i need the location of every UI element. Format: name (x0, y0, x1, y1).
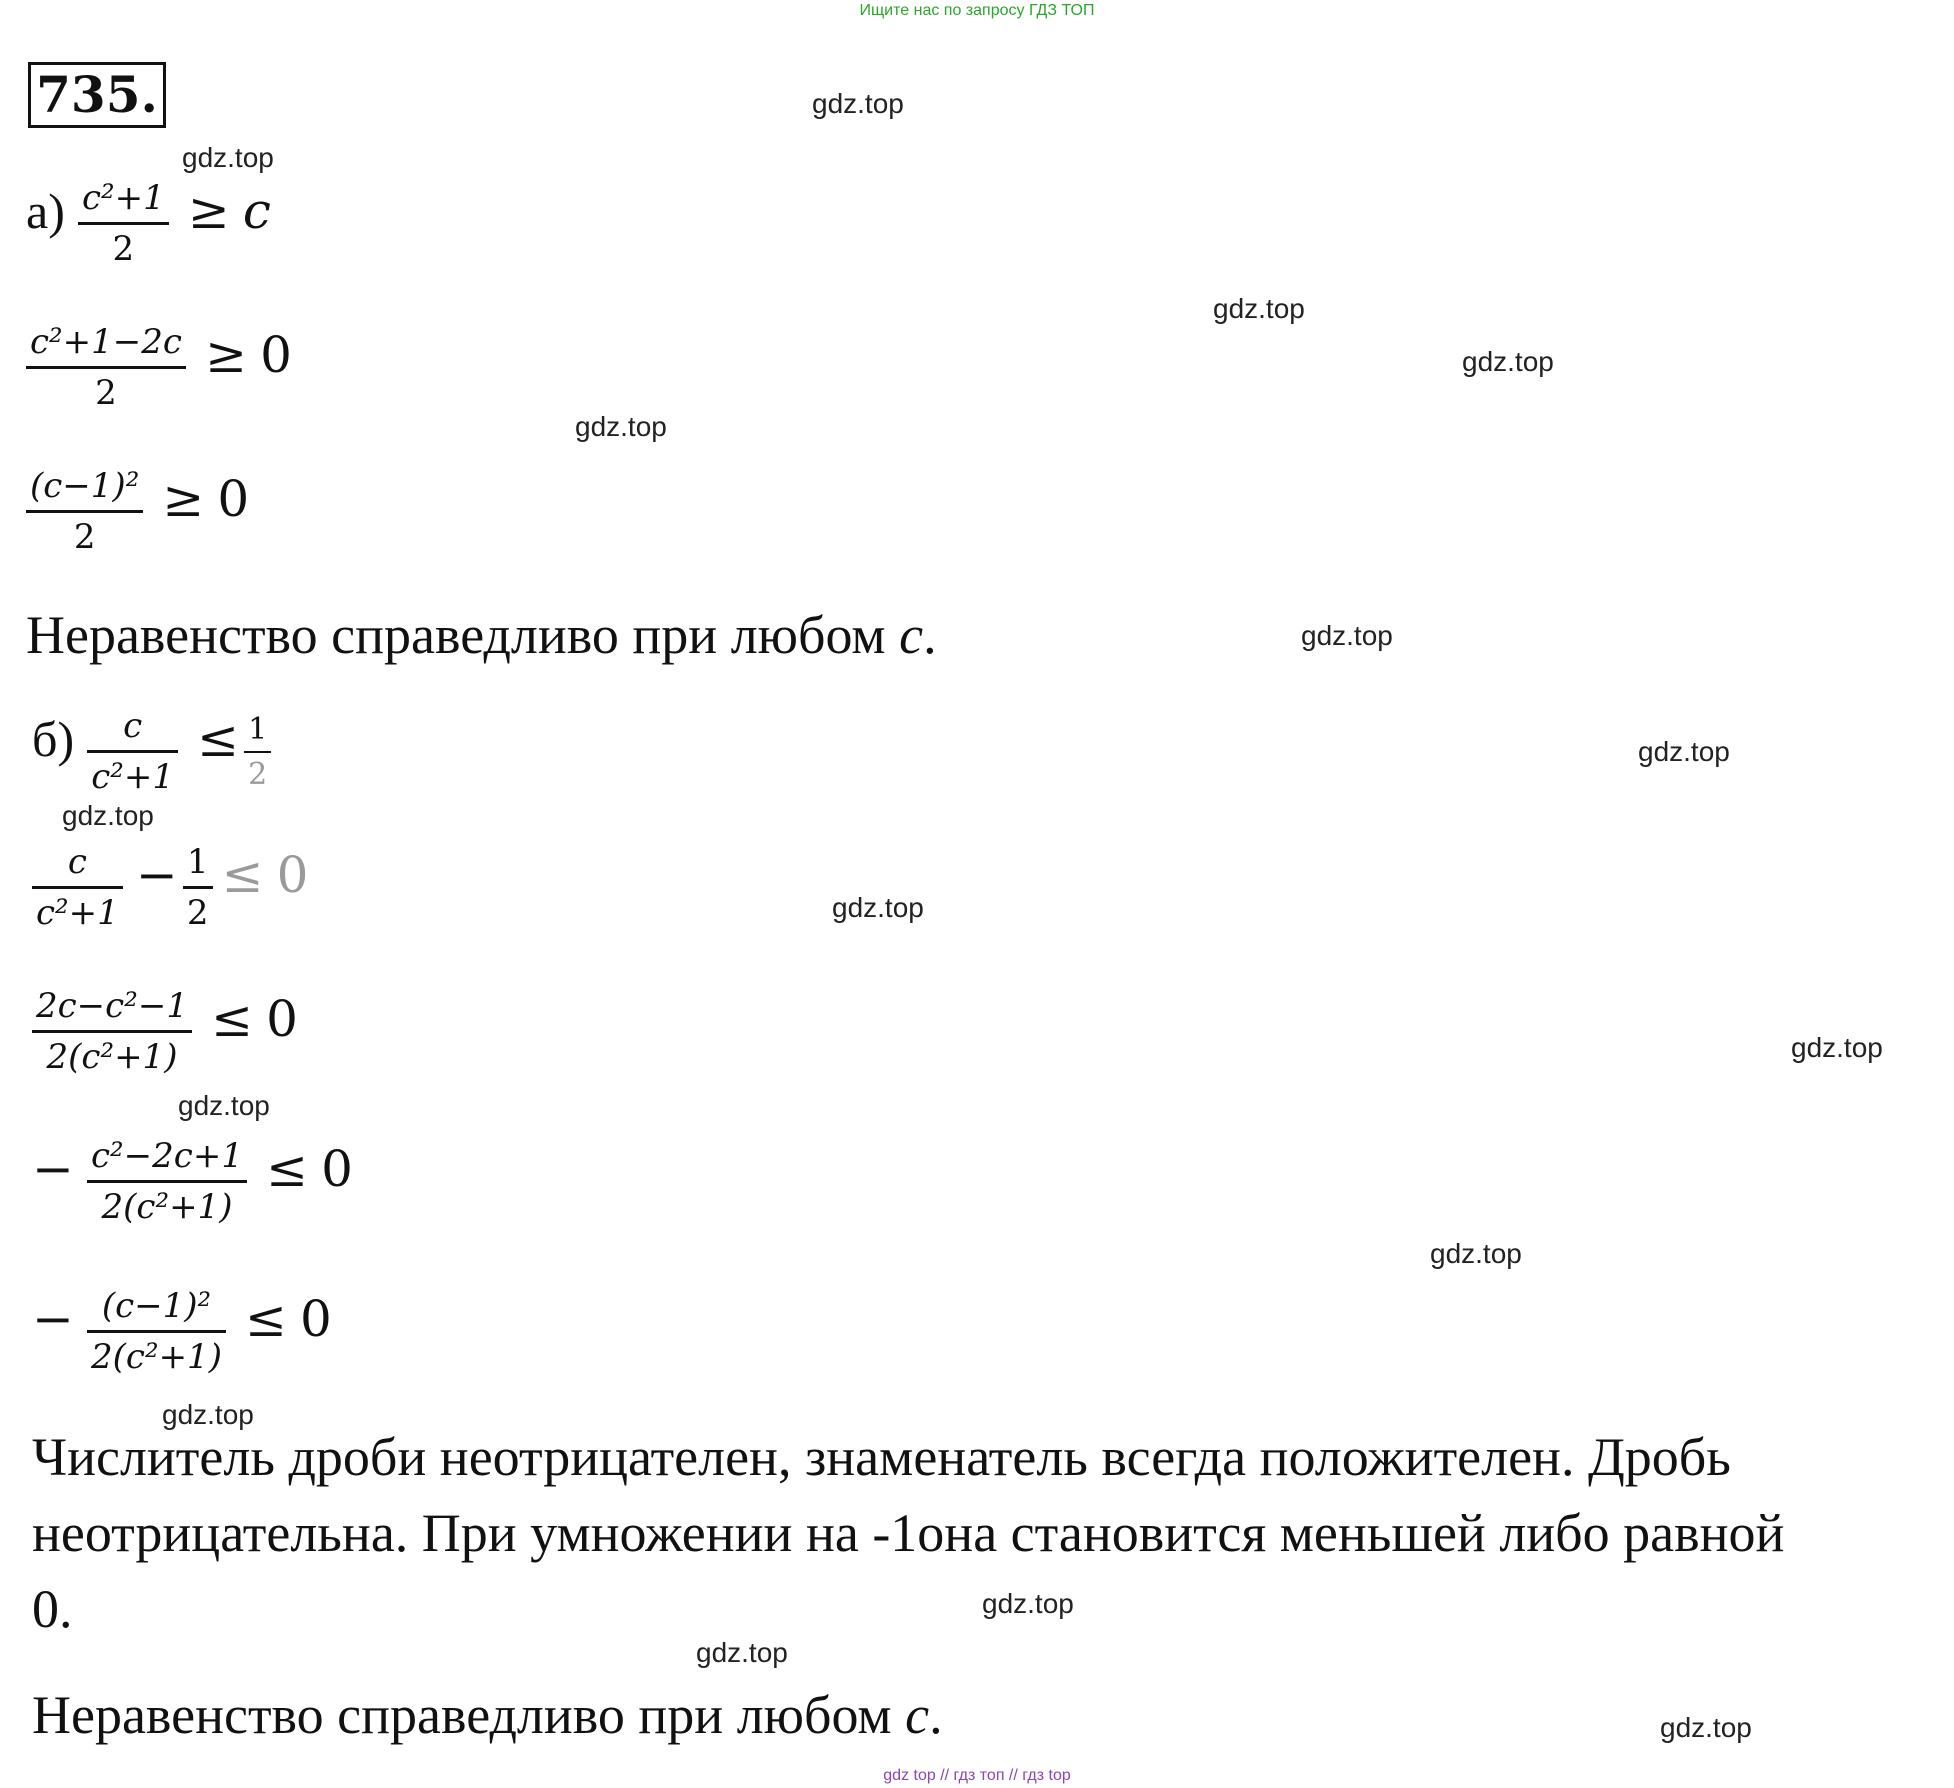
fraction-denominator: 2 (95, 373, 117, 413)
problem-number: 735. (28, 62, 166, 128)
fraction-denominator: 2 (186, 893, 209, 933)
part-a-step2 (26, 322, 292, 413)
fraction-numerator: 2c−c²−1 (32, 986, 192, 1033)
top-banner: Ищите нас по запросу ГДЗ ТОП (859, 2, 1095, 19)
relation-sign: ≤ (266, 1140, 308, 1198)
fraction-denominator: c²+1 (91, 757, 174, 797)
rhs: 0 (276, 846, 309, 904)
period: . (929, 1685, 943, 1745)
part-b-step3 (32, 986, 298, 1077)
fraction-denominator: 2(c²+1) (46, 1037, 178, 1077)
fraction-numerator: c (32, 842, 123, 889)
part-b-step4 (32, 1136, 353, 1227)
watermark: gdz.top (982, 1588, 1074, 1619)
fraction-numerator: c²−2c+1 (87, 1136, 247, 1183)
watermark: gdz.top (62, 800, 154, 831)
watermark: gdz.top (178, 1090, 270, 1121)
watermark: gdz.top (812, 88, 904, 119)
watermark: gdz.top (1430, 1238, 1522, 1269)
part-b-explanation-line3: 0. (32, 1579, 73, 1639)
part-a-conclusion (26, 604, 937, 666)
fraction-numerator: c²+1−2c (26, 322, 186, 369)
variable: c (899, 605, 924, 665)
part-b-step2 (32, 842, 308, 933)
fraction-denominator: 2(c²+1) (101, 1187, 233, 1227)
fraction-numerator: c (87, 706, 178, 753)
watermark: gdz.top (1660, 1712, 1752, 1743)
conclusion-text: Неравенство справедливо при любом (26, 605, 900, 665)
watermark: gdz.top (832, 892, 924, 923)
fraction-numerator: 1 (183, 842, 213, 889)
minus-sign: − (32, 1290, 74, 1348)
minus-sign: − (135, 846, 178, 904)
rhs: 0 (260, 326, 292, 384)
part-a-label: а) (26, 183, 65, 239)
watermark: gdz.top (162, 1399, 254, 1430)
watermark: gdz.top (1301, 620, 1393, 651)
part-a-step3 (26, 466, 249, 557)
footer-links: gdz top // гдз топ // гдз top (883, 1767, 1071, 1784)
part-b-conclusion (32, 1684, 943, 1746)
watermark: gdz.top (182, 142, 274, 173)
relation-sign: ≤ (197, 710, 239, 768)
part-b-explanation-line1: Числитель дроби неотрицателен, знаменатель всегда положителен. Дробь (32, 1427, 1731, 1487)
relation-sign: ≤ (245, 1290, 287, 1348)
watermark: gdz.top (1213, 293, 1305, 324)
fraction-denominator: 2 (112, 229, 135, 269)
period: . (923, 605, 937, 665)
watermark: gdz.top (696, 1637, 788, 1668)
fraction-denominator: 2(c²+1) (91, 1337, 222, 1377)
relation-sign: ≤ (211, 990, 253, 1048)
fraction-numerator: (c−1)² (87, 1286, 226, 1333)
watermark: gdz.top (1638, 736, 1730, 767)
rhs: c (242, 182, 271, 240)
fraction-denominator: c²+1 (36, 893, 119, 933)
relation-sign: ≥ (162, 470, 205, 528)
fraction-numerator: (c−1)² (26, 466, 143, 513)
fraction-numerator: c²+1 (78, 178, 169, 225)
minus-sign: − (32, 1140, 74, 1198)
watermark: gdz.top (1791, 1032, 1883, 1063)
conclusion-text: Неравенство справедливо при любом (32, 1685, 906, 1745)
rhs: 0 (266, 990, 298, 1048)
rhs: 0 (321, 1140, 353, 1198)
relation-sign: ≥ (187, 182, 230, 240)
rhs-numerator: 1 (244, 712, 271, 753)
part-b-step1 (32, 706, 271, 797)
part-b-step5 (32, 1286, 332, 1377)
rhs-denominator: 2 (248, 756, 268, 792)
watermark: gdz.top (1462, 346, 1554, 377)
variable: c (905, 1685, 930, 1745)
relation-sign: ≥ (205, 326, 247, 384)
part-a-step1 (26, 178, 271, 269)
part-b-explanation-line2: неотрицательна. При умножении на -1она становится меньшей либо равной (32, 1503, 1785, 1563)
relation-sign: ≤ (221, 846, 264, 904)
fraction-denominator: 2 (73, 517, 96, 557)
part-b-label: б) (32, 711, 75, 767)
rhs: 0 (300, 1290, 332, 1348)
watermark: gdz.top (575, 411, 667, 442)
rhs: 0 (217, 470, 250, 528)
